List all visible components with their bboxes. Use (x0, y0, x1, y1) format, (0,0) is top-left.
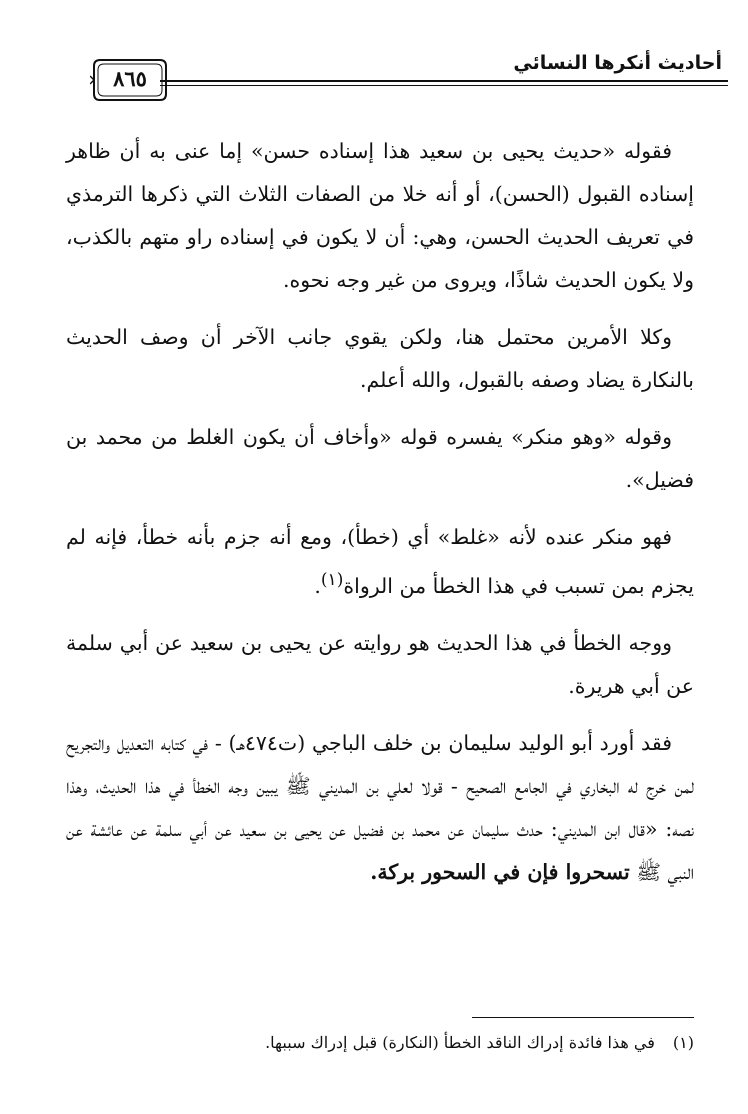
footnote-reference: (١) (320, 570, 344, 590)
paragraph-1: فقوله «حديث يحيى بن سعيد هذا إسناده حسن» إما عنى به أن ظاهر إسناده القبول (الحسن)، أو أنه خلا من الصفات الثلاث التي ذكرها الترمذي في تعريف الحديث الحسن، وهي: أن لا يكون في إسناده راو متهم بالكذب، ولا يكون الحديث شاذًا، ويروى من غير وجه نحوه. (66, 139, 694, 292)
hadith-quote: تسحروا فإن في السحور بركة. (370, 859, 630, 884)
footnote (66, 1030, 694, 1056)
paragraph-5: ووجه الخطأ في هذا الحديث هو روايته عن يحيى بن سعيد عن أبي سلمة عن أبي هريرة. (66, 630, 694, 698)
paragraph-6 (66, 722, 694, 894)
page-header (68, 44, 728, 104)
footnote-separator (472, 1017, 694, 1018)
main-text (66, 130, 694, 908)
paragraph-6-text: فقد أورد أبو الوليد سليمان بن خلف الباجي (ت٤٧٤هـ) - في كتابه التعديل والتجريح لمن خرج له البخاري في الجامع الصحيح - قولا لعلي بن المديني ﷺ يبين وجه الخطأ في هذا الحديث، وهذا نصه: «قال ابن المديني: حدث سليمان عن محمد بن فضيل عن يحيى بن سعيد عن أبي سلمة عن عائشة عن النبي ﷺ (66, 730, 694, 884)
page-number-frame (90, 54, 170, 106)
paragraph-4-text: فهو منكر عنده لأنه «غلط» أي (خطأ)، ومع أنه جزم بأنه خطأ، فإنه لم يجزم بمن تسبب في هذا الخطأ من الرواة (66, 525, 694, 598)
footnote-marker: (١) (672, 1033, 694, 1052)
running-title: أحاديث أنكرها النسائي (513, 52, 722, 74)
paragraph-4 (66, 516, 694, 608)
paragraph-2: وكلا الأمرين محتمل هنا، ولكن يقوي جانب الآخر أن وصف الحديث بالنكارة يضاد وصفه بالقبول، والله أعلم. (66, 325, 694, 392)
header-rule-thin (160, 85, 728, 86)
footnote-text: في هذا فائدة إدراك الناقد الخطأ (النكارة) قبل إدراك سببها. (265, 1033, 655, 1052)
paragraph-4-end: . (314, 573, 321, 598)
paragraph-3: وقوله «وهو منكر» يفسره قوله «وأخاف أن يكون الغلط من محمد بن فضيل». (66, 425, 694, 492)
header-rule (160, 80, 728, 82)
page-number: ٨٦٥ (113, 66, 147, 91)
